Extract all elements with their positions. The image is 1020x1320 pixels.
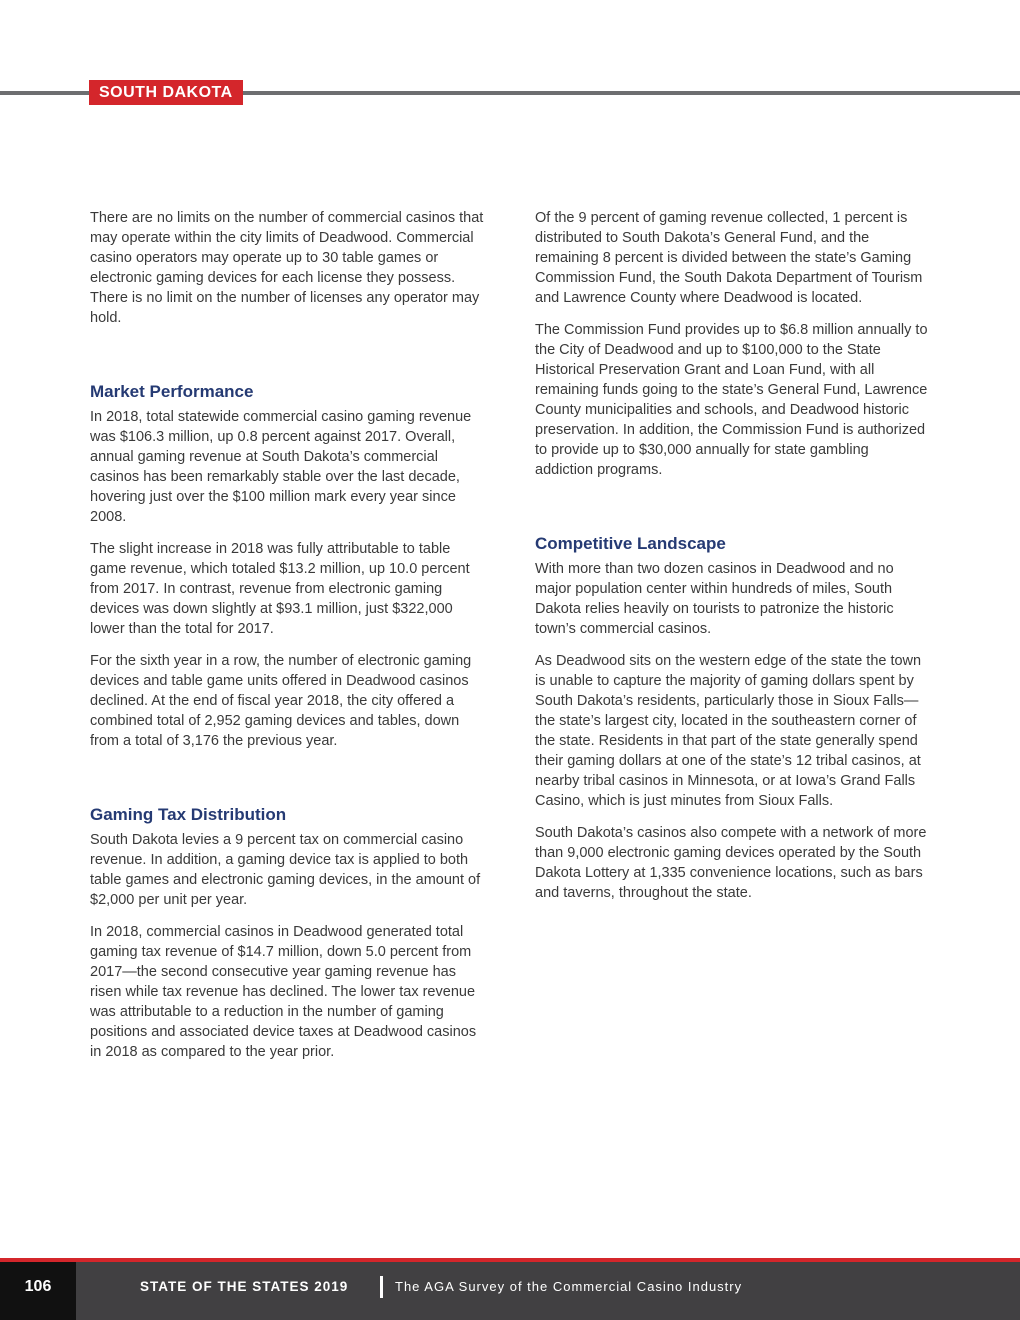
competition-paragraph-2: As Deadwood sits on the western edge of the state the town is unable to capture the majority of gaming dollars spent by South Dakota’s residents, particularly those in Sioux Falls—the state’s largest city, located in the southeastern corner of the state. Residents in that part of the state generally spend their gaming dollars at one of the state’s 12 tribal casinos, at nearby tribal casinos in Minnesota, or at Iowa’s Grand Falls Casino, which is just minutes from Sioux Falls. [535, 653, 922, 809]
left-column [90, 208, 485, 1074]
state-label: SOUTH DAKOTA [89, 80, 243, 105]
tax-paragraph-2: In 2018, commercial casinos in Deadwood generated total gaming tax revenue of $14.7 million, down 5.0 percent from 2017—the second consecutive year gaming revenue has risen while tax revenue has declined. The lower tax revenue was attributable to a reduction in the number of gaming positions and associated device taxes at Deadwood casinos in 2018 as compared to the year prior. [90, 924, 477, 1060]
gaming-tax-heading: Gaming Tax Distribution [90, 805, 287, 824]
footer [0, 1262, 1020, 1320]
market-paragraph-1: In 2018, total statewide commercial casino gaming revenue was $106.3 million, up 0.8 percent against 2017. Overall, annual gaming revenue at South Dakota’s commercial casinos has been remarkably stable over the last decade, hovering just over the $100 million mark every year since 2008. [90, 409, 472, 525]
page-number: 106 [0, 1262, 76, 1320]
market-paragraph-3: For the sixth year in a row, the number of electronic gaming devices and table game units offered in Deadwood casinos declined. At the end of fiscal year 2018, the city offered a combined total of 2,952 gaming devices and tables, down from a total of 3,176 the previous year. [90, 653, 472, 749]
footer-title: STATE OF THE STATES 2019 [140, 1279, 349, 1294]
market-paragraph-2: The slight increase in 2018 was fully attributable to table game revenue, which totaled $13.2 million, up 10.0 percent from 2017. In contrast, revenue from electronic gaming devices was down slightly at $93.1 million, just $322,000 lower than the total for 2017. [90, 541, 470, 637]
intro-paragraph: There are no limits on the number of commercial casinos that may operate within the city limits of Deadwood. Commercial casino operators may operate up to 30 table games or electronic gaming devices for each license they possess. There is no limit on the number of licenses any operator may hold. [90, 210, 484, 326]
footer-subtitle: The AGA Survey of the Commercial Casino Industry [395, 1279, 743, 1294]
footer-divider [380, 1276, 383, 1298]
right-column [535, 208, 930, 915]
tax-paragraph-4: The Commission Fund provides up to $6.8 million annually to the City of Deadwood and up to $100,000 to the State Historical Preservation Grant and Loan Fund, with all remaining funds going to the state’s General Fund, Lawrence County municipalities and schools, and Deadwood historic preservation. In addition, the Commission Fund is authorized to provide up to $30,000 annually for state gambling addiction programs. [535, 322, 928, 478]
competitive-landscape-heading: Competitive Landscape [535, 534, 726, 553]
competition-paragraph-1: With more than two dozen casinos in Deadwood and no major population center within hundreds of miles, South Dakota relies heavily on tourists to patronize the historic town’s commercial casinos. [535, 561, 894, 637]
tax-paragraph-3: Of the 9 percent of gaming revenue collected, 1 percent is distributed to South Dakota’s General Fund, and the remaining 8 percent is divided between the state’s Gaming Commission Fund, the South Dakota Department of Tourism and Lawrence County where Deadwood is located. [535, 210, 923, 306]
tax-paragraph-1: South Dakota levies a 9 percent tax on commercial casino revenue. In addition, a gaming device tax is applied to both table games and electronic gaming devices, in the amount of $2,000 per unit per year. [90, 832, 481, 908]
market-performance-heading: Market Performance [90, 382, 254, 401]
competition-paragraph-3: South Dakota’s casinos also compete with a network of more than 9,000 electronic gaming devices operated by the South Dakota Lottery at 1,335 convenience locations, such as bars and taverns, throughout the state. [535, 825, 927, 901]
